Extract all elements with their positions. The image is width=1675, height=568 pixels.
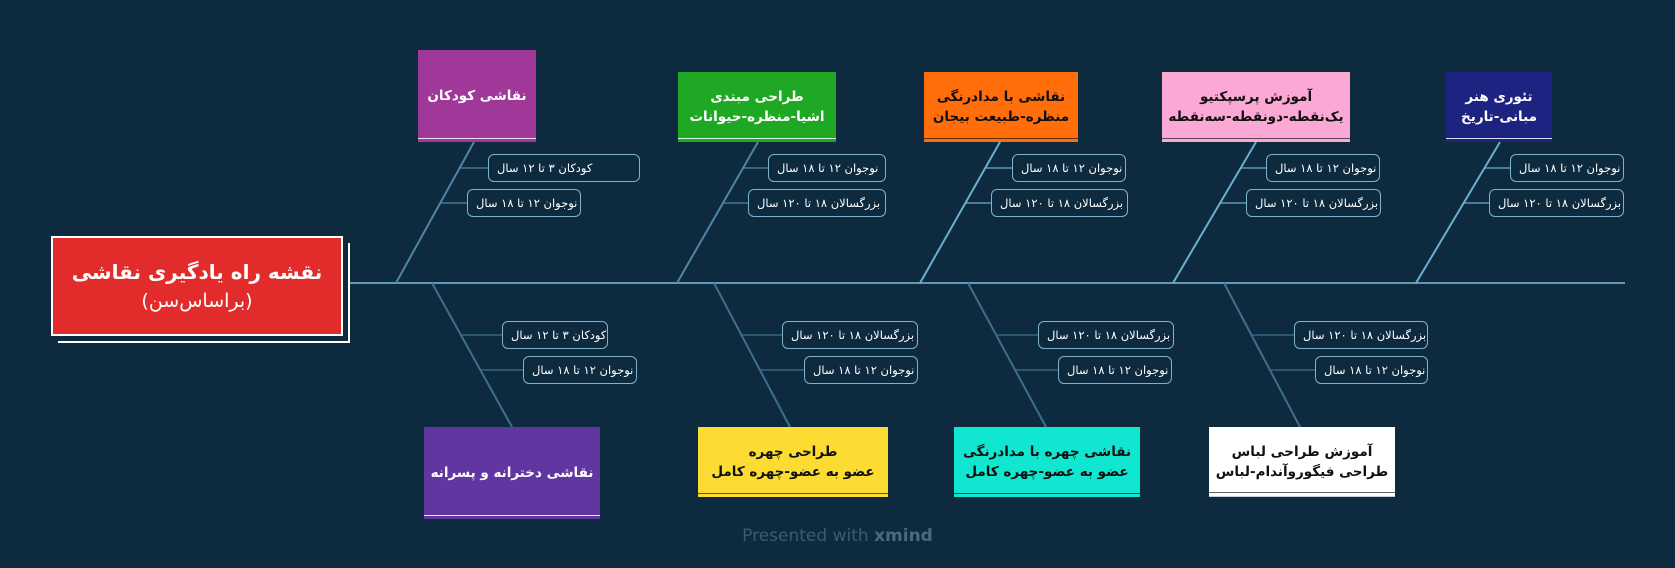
top-topic-0-line-0: نقاشی کودکان	[427, 88, 527, 104]
top-topic-4-line-0: تئوری هنر	[1465, 89, 1533, 105]
top-leaf-2-0[interactable]	[1012, 154, 1126, 182]
top-topic-2-line-0: نقاشی با مدادرنگی	[936, 89, 1066, 105]
top-leaf-3-1-label: بزرگسالان ۱۸ تا ۱۲۰ سال	[1255, 196, 1379, 210]
top-leaf-0-1-label: نوجوان ۱۲ تا ۱۸ سال	[476, 196, 578, 210]
bottom-topic-3-line-1: طراحی فیگوروآندام-لباس	[1215, 463, 1389, 480]
top-branch-line-2	[920, 142, 1000, 283]
bottom-topic-1-line-0: طراحی چهره	[748, 444, 838, 460]
bottom-topic-2-line-0: نقاشی چهره با مدادرنگی	[962, 444, 1132, 460]
top-topic-3[interactable]	[1162, 72, 1350, 142]
bottom-leaf-2-0[interactable]	[1038, 321, 1174, 349]
bottom-leaf-3-0-label: بزرگسالان ۱۸ تا ۱۲۰ سال	[1303, 328, 1427, 342]
bottom-leaf-0-0[interactable]	[502, 321, 608, 349]
top-leaf-2-1[interactable]	[991, 189, 1128, 217]
footer-credit	[0, 526, 1675, 546]
top-leaf-1-1-label: بزرگسالان ۱۸ تا ۱۲۰ سال	[757, 196, 881, 210]
bottom-leaf-3-1[interactable]	[1315, 356, 1428, 384]
bottom-topic-0[interactable]	[424, 427, 600, 519]
top-topic-1-line-1: اشیا-منظره-حیوانات	[689, 109, 825, 125]
bottom-leaf-3-1-label: نوجوان ۱۲ تا ۱۸ سال	[1324, 363, 1426, 377]
root-topic[interactable]	[51, 236, 343, 336]
top-topic-0[interactable]	[418, 50, 536, 142]
top-topic-3-line-0: آموزش پرسپکتیو	[1199, 89, 1313, 105]
bottom-leaf-3-0[interactable]	[1294, 321, 1428, 349]
bottom-leaf-1-0[interactable]	[782, 321, 918, 349]
bottom-topic-2[interactable]	[954, 427, 1140, 497]
top-leaf-2-0-label: نوجوان ۱۲ تا ۱۸ سال	[1021, 161, 1123, 175]
bottom-leaf-2-0-label: بزرگسالان ۱۸ تا ۱۲۰ سال	[1047, 328, 1171, 342]
bottom-topic-3-line-0: آموزش طراحی لباس	[1231, 443, 1373, 460]
top-leaf-0-0[interactable]	[488, 154, 640, 182]
top-leaf-0-1[interactable]	[467, 189, 581, 217]
top-topic-2[interactable]	[924, 72, 1078, 142]
top-leaf-4-0[interactable]	[1510, 154, 1624, 182]
footer-prefix: Presented with	[742, 526, 869, 546]
bottom-branch-line-3	[1224, 283, 1300, 427]
bottom-topic-1[interactable]	[698, 427, 888, 497]
bottom-leaf-1-1-label: نوجوان ۱۲ تا ۱۸ سال	[813, 363, 915, 377]
bottom-topic-1-line-1: عضو به عضو-چهره کامل	[711, 464, 875, 480]
top-topic-1-line-0: طراحی مبتدی	[710, 89, 804, 105]
top-leaf-3-0[interactable]	[1266, 154, 1380, 182]
top-branch-line-1	[677, 142, 758, 283]
bottom-topic-2-line-1: عضو به عضو-چهره کامل	[965, 464, 1129, 480]
root-title: نقشه راه یادگیری نقاشی	[71, 260, 323, 284]
root-subtitle: (براساس‌سن)	[141, 290, 253, 312]
top-leaf-3-1[interactable]	[1246, 189, 1381, 217]
bottom-leaf-1-1[interactable]	[804, 356, 918, 384]
top-topic-1[interactable]	[678, 72, 836, 142]
top-topic-4[interactable]	[1446, 72, 1552, 142]
top-branch-line-0	[396, 142, 474, 283]
bottom-topic-0-line-0: نقاشی دخترانه و پسرانه	[430, 465, 594, 481]
top-leaf-4-0-label: نوجوان ۱۲ تا ۱۸ سال	[1519, 161, 1621, 175]
top-leaf-4-1[interactable]	[1489, 189, 1624, 217]
top-leaf-3-0-label: نوجوان ۱۲ تا ۱۸ سال	[1275, 161, 1377, 175]
bottom-branch-line-2	[968, 283, 1046, 427]
top-topic-2-line-1: منظره-طبیعت بیجان	[932, 109, 1070, 125]
bottom-leaf-2-1[interactable]	[1058, 356, 1172, 384]
top-topic-4-line-1: مبانی-تاریخ	[1461, 109, 1537, 125]
top-leaf-1-0-label: نوجوان ۱۲ تا ۱۸ سال	[777, 161, 879, 175]
bottom-leaf-0-0-label: کودکان ۳ تا ۱۲ سال	[511, 328, 607, 342]
bottom-branch-line-0	[432, 283, 512, 427]
top-leaf-4-1-label: بزرگسالان ۱۸ تا ۱۲۰ سال	[1498, 196, 1622, 210]
bottom-topic-3[interactable]	[1209, 427, 1395, 497]
bottom-leaf-1-0-label: بزرگسالان ۱۸ تا ۱۲۰ سال	[791, 328, 915, 342]
top-topic-3-line-1: یک‌نقطه-دونقطه-سه‌نقطه	[1168, 109, 1344, 125]
bottom-leaf-0-1-label: نوجوان ۱۲ تا ۱۸ سال	[532, 363, 634, 377]
bottom-branch-line-1	[714, 283, 790, 427]
top-leaf-1-1[interactable]	[748, 189, 886, 217]
bottom-leaf-2-1-label: نوجوان ۱۲ تا ۱۸ سال	[1067, 363, 1169, 377]
footer-brand: xmind	[874, 526, 933, 546]
top-branch-line-3	[1173, 142, 1256, 283]
top-leaf-0-0-label: کودکان ۳ تا ۱۲ سال	[497, 161, 593, 175]
top-branch-line-4	[1416, 142, 1500, 283]
top-leaf-1-0[interactable]	[768, 154, 886, 182]
bottom-leaf-0-1[interactable]	[523, 356, 637, 384]
top-leaf-2-1-label: بزرگسالان ۱۸ تا ۱۲۰ سال	[1000, 196, 1124, 210]
